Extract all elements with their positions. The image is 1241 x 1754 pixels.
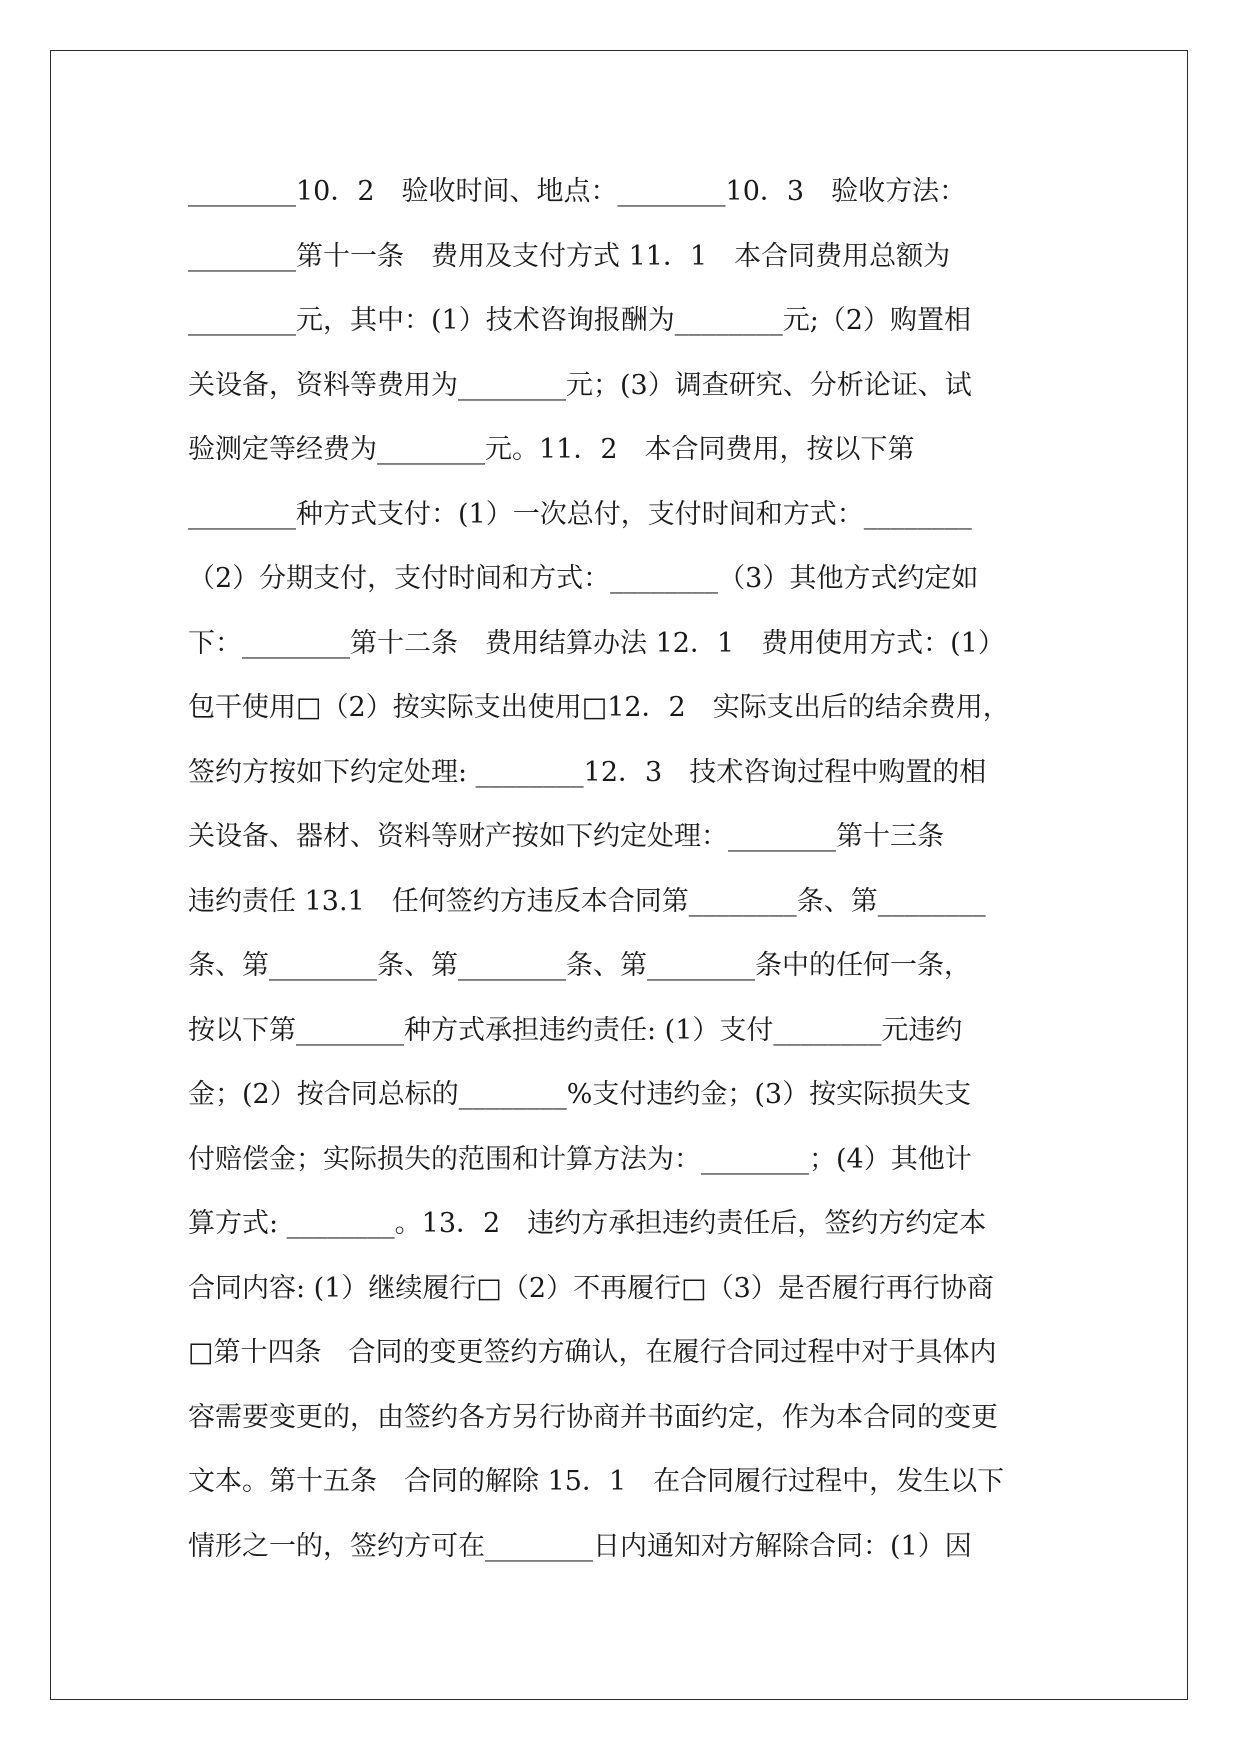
text-line: ________10．2 验收时间、地点：________10．3 验收方法： [188, 176, 967, 207]
text-line: 情形之一的，签约方可在________日内通知对方解除合同：(1）因 [188, 1530, 972, 1562]
text-line: 包干使用□（2）按实际支出使用□12．2 实际支出后的结余费用， [188, 692, 1010, 723]
text-line: ________种方式支付：(1）一次总付，支付时间和方式：________ [188, 498, 972, 530]
text-line: （2）分期支付，支付时间和方式：________（3）其他方式约定如 [188, 563, 979, 594]
text-line: 关设备、器材、资料等财产按如下约定处理：________第十三条 [188, 821, 944, 852]
text-line: 合同内容: (1）继续履行□（2）不再履行□（3）是否履行再行协商 [188, 1272, 994, 1304]
text-line: 金；(2）按合同总标的________%支付违约金；(3）按实际损失支 [188, 1079, 972, 1110]
text-line: 签约方按如下约定处理: ________12．3 技术咨询过程中购置的相 [188, 756, 987, 788]
text-line: 按以下第________种方式承担违约责任: (1）支付________元违约 [188, 1014, 963, 1046]
text-line: 文本。第十五条 合同的解除 15．1 在合同履行过程中，发生以下 [188, 1466, 1005, 1497]
contract-body-text [188, 160, 1058, 1579]
text-line: ________元，其中：(1）技术咨询报酬为________元;（2）购置相 [188, 305, 971, 336]
text-line: 条、第________条、第________条、第________条中的任何一条， [188, 950, 971, 981]
text-line: 算方式: ________。13．2 违约方承担违约责任后，签约方约定本 [188, 1208, 987, 1239]
text-line: 付赔偿金；实际损失的范围和计算方法为：________；(4）其他计 [188, 1143, 972, 1175]
text-line: 验测定等经费为________元。11．2 本合同费用，按以下第 [188, 434, 915, 465]
text-line: ________第十一条 费用及支付方式 11．1 本合同费用总额为 [188, 240, 951, 272]
text-line: 违约责任 13.1 任何签约方违反本合同第________条、第________ [188, 885, 986, 917]
text-line: 关设备，资料等费用为________元；(3）调查研究、分析论证、试 [188, 369, 972, 401]
text-line: □第十四条 合同的变更签约方确认，在履行合同过程中对于具体内 [188, 1337, 997, 1368]
text-line: 下：________第十二条 费用结算办法 12．1 费用使用方式：(1） [188, 627, 1005, 659]
text-line: 容需要变更的，由签约各方另行协商并书面约定，作为本合同的变更 [188, 1401, 998, 1433]
